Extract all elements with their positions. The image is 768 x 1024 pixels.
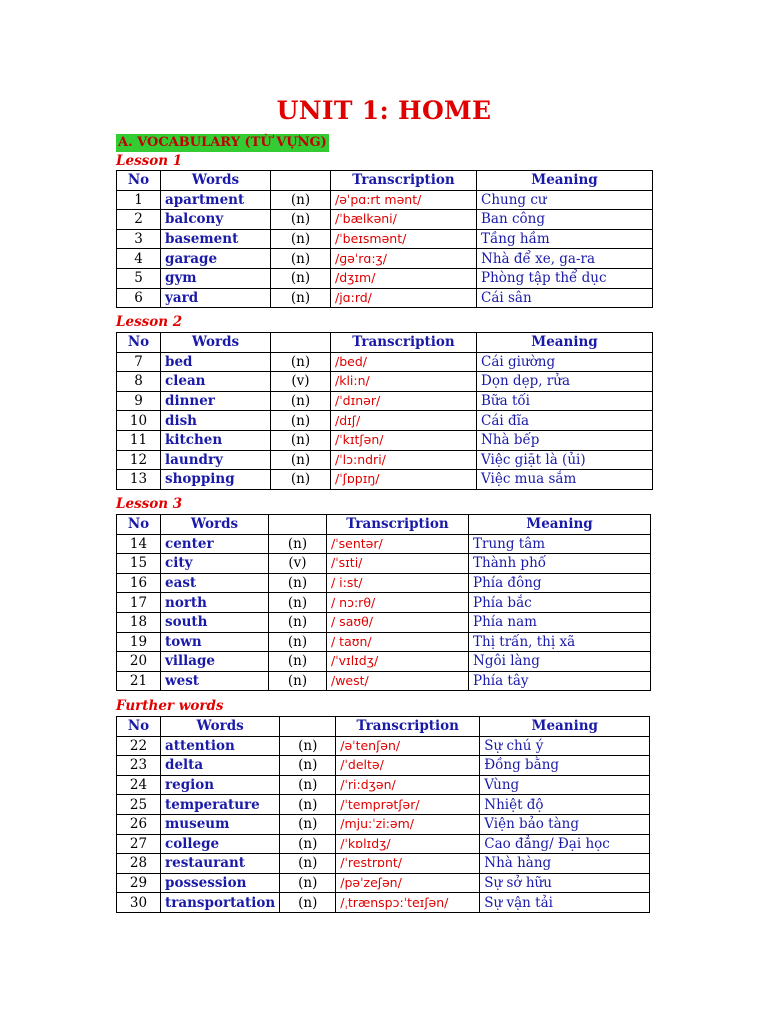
lesson-label: Lesson 1 — [116, 153, 183, 169]
lesson-label: Further words — [116, 698, 224, 714]
table-row — [117, 612, 651, 632]
vocab-table — [116, 170, 653, 308]
transcription-cell: /bed/ — [331, 352, 477, 372]
part-of-speech-cell: (v) — [269, 554, 327, 574]
meaning-cell: Phòng tập thể dục — [477, 268, 653, 288]
part-of-speech-cell: (n) — [280, 873, 336, 893]
table-row — [117, 190, 653, 210]
header-transcription: Transcription — [331, 333, 477, 353]
row-number: 29 — [117, 873, 161, 893]
part-of-speech-cell: (n) — [269, 534, 327, 554]
transcription-cell: /ˈdeltə/ — [336, 756, 480, 776]
table-row — [117, 834, 650, 854]
header-meaning: Meaning — [477, 333, 653, 353]
transcription-cell: /kli:n/ — [331, 372, 477, 392]
part-of-speech-cell: (n) — [271, 249, 331, 269]
part-of-speech-cell: (n) — [271, 450, 331, 470]
header-pos — [269, 515, 327, 535]
part-of-speech-cell: (n) — [271, 268, 331, 288]
row-number: 11 — [117, 430, 161, 450]
header-pos — [271, 333, 331, 353]
transcription-cell: / nɔ:rθ/ — [327, 593, 469, 613]
transcription-cell: /əˈtenʃən/ — [336, 736, 480, 756]
transcription-cell: / i:st/ — [327, 573, 469, 593]
table-header-row — [117, 171, 653, 191]
part-of-speech-cell: (n) — [269, 652, 327, 672]
transcription-cell: /ˈvɪlɪdʒ/ — [327, 652, 469, 672]
meaning-cell: Nhà hàng — [480, 854, 650, 874]
table-row — [117, 450, 653, 470]
word-cell: restaurant — [161, 854, 280, 874]
row-number: 12 — [117, 450, 161, 470]
word-cell: north — [161, 593, 269, 613]
table-row — [117, 652, 651, 672]
table-row — [117, 554, 651, 574]
row-number: 16 — [117, 573, 161, 593]
row-number: 2 — [117, 210, 161, 230]
row-number: 10 — [117, 411, 161, 431]
table-row — [117, 391, 653, 411]
part-of-speech-cell: (n) — [280, 893, 336, 913]
part-of-speech-cell: (n) — [271, 210, 331, 230]
word-cell: garage — [161, 249, 271, 269]
word-cell: dish — [161, 411, 271, 431]
part-of-speech-cell: (n) — [271, 470, 331, 490]
table-row — [117, 288, 653, 308]
meaning-cell: Vùng — [480, 775, 650, 795]
table-row — [117, 632, 651, 652]
table-header-row — [117, 717, 650, 737]
word-cell: balcony — [161, 210, 271, 230]
header-transcription: Transcription — [327, 515, 469, 535]
meaning-cell: Cái đĩa — [477, 411, 653, 431]
vocab-table — [116, 332, 653, 490]
row-number: 15 — [117, 554, 161, 574]
meaning-cell: Nhà bếp — [477, 430, 653, 450]
row-number: 7 — [117, 352, 161, 372]
row-number: 30 — [117, 893, 161, 913]
part-of-speech-cell: (n) — [280, 756, 336, 776]
transcription-cell: /jɑ:rd/ — [331, 288, 477, 308]
table-header-row — [117, 515, 651, 535]
transcription-cell: /əˈpɑ:rt mənt/ — [331, 190, 477, 210]
transcription-cell: /ˈrestrɒnt/ — [336, 854, 480, 874]
transcription-cell: /mju:ˈzi:əm/ — [336, 814, 480, 834]
header-no: No — [117, 333, 161, 353]
meaning-cell: Nhà để xe, ga-ra — [477, 249, 653, 269]
part-of-speech-cell: (n) — [271, 288, 331, 308]
transcription-cell: /ˈsɪti/ — [327, 554, 469, 574]
meaning-cell: Thành phố — [469, 554, 651, 574]
header-words: Words — [161, 717, 280, 737]
meaning-cell: Phía đông — [469, 573, 651, 593]
transcription-cell: /ˈbælkəni/ — [331, 210, 477, 230]
table-row — [117, 736, 650, 756]
header-meaning: Meaning — [469, 515, 651, 535]
header-pos — [271, 171, 331, 191]
word-cell: temperature — [161, 795, 280, 815]
vocab-table — [116, 716, 650, 913]
word-cell: laundry — [161, 450, 271, 470]
meaning-cell: Phía tây — [469, 671, 651, 691]
word-cell: west — [161, 671, 269, 691]
row-number: 8 — [117, 372, 161, 392]
row-number: 21 — [117, 671, 161, 691]
row-number: 18 — [117, 612, 161, 632]
transcription-cell: /ˈsentər/ — [327, 534, 469, 554]
word-cell: attention — [161, 736, 280, 756]
table-row — [117, 210, 653, 230]
meaning-cell: Sự sở hữu — [480, 873, 650, 893]
lesson-label: Lesson 2 — [116, 314, 183, 330]
header-words: Words — [161, 333, 271, 353]
word-cell: clean — [161, 372, 271, 392]
part-of-speech-cell: (n) — [269, 573, 327, 593]
part-of-speech-cell: (n) — [271, 352, 331, 372]
part-of-speech-cell: (v) — [271, 372, 331, 392]
part-of-speech-cell: (n) — [269, 632, 327, 652]
transcription-cell: /ˌtrænspɔ:ˈteɪʃən/ — [336, 893, 480, 913]
word-cell: town — [161, 632, 269, 652]
table-row — [117, 795, 650, 815]
lesson-label: Lesson 3 — [116, 496, 183, 512]
transcription-cell: /ˈlɔ:ndri/ — [331, 450, 477, 470]
table-row — [117, 372, 653, 392]
part-of-speech-cell: (n) — [271, 190, 331, 210]
transcription-cell: /ˈkɪtʃən/ — [331, 430, 477, 450]
table-row — [117, 593, 651, 613]
part-of-speech-cell: (n) — [269, 671, 327, 691]
row-number: 4 — [117, 249, 161, 269]
meaning-cell: Sự chú ý — [480, 736, 650, 756]
header-words: Words — [161, 515, 269, 535]
row-number: 25 — [117, 795, 161, 815]
transcription-cell: /ˈri:dʒən/ — [336, 775, 480, 795]
row-number: 6 — [117, 288, 161, 308]
row-number: 27 — [117, 834, 161, 854]
table-row — [117, 775, 650, 795]
table-row — [117, 268, 653, 288]
meaning-cell: Thị trấn, thị xã — [469, 632, 651, 652]
meaning-cell: Cái giường — [477, 352, 653, 372]
transcription-cell: /dɪʃ/ — [331, 411, 477, 431]
transcription-cell: /ˈbeɪsmənt/ — [331, 229, 477, 249]
table-row — [117, 249, 653, 269]
header-meaning: Meaning — [477, 171, 653, 191]
part-of-speech-cell: (n) — [280, 854, 336, 874]
meaning-cell: Phía nam — [469, 612, 651, 632]
word-cell: museum — [161, 814, 280, 834]
row-number: 13 — [117, 470, 161, 490]
part-of-speech-cell: (n) — [280, 736, 336, 756]
row-number: 9 — [117, 391, 161, 411]
part-of-speech-cell: (n) — [269, 593, 327, 613]
table-row — [117, 534, 651, 554]
transcription-cell: /pəˈzeʃən/ — [336, 873, 480, 893]
meaning-cell: Chung cư — [477, 190, 653, 210]
word-cell: center — [161, 534, 269, 554]
meaning-cell: Đồng bằng — [480, 756, 650, 776]
transcription-cell: /ɡəˈrɑ:ʒ/ — [331, 249, 477, 269]
transcription-cell: /ˈkɒlɪdʒ/ — [336, 834, 480, 854]
meaning-cell: Ngôi làng — [469, 652, 651, 672]
meaning-cell: Việc mua sắm — [477, 470, 653, 490]
part-of-speech-cell: (n) — [271, 229, 331, 249]
meaning-cell: Tầng hầm — [477, 229, 653, 249]
row-number: 26 — [117, 814, 161, 834]
meaning-cell: Sự vận tải — [480, 893, 650, 913]
row-number: 5 — [117, 268, 161, 288]
row-number: 28 — [117, 854, 161, 874]
word-cell: city — [161, 554, 269, 574]
header-no: No — [117, 515, 161, 535]
header-pos — [280, 717, 336, 737]
transcription-cell: /west/ — [327, 671, 469, 691]
row-number: 14 — [117, 534, 161, 554]
meaning-cell: Dọn dẹp, rửa — [477, 372, 653, 392]
row-number: 19 — [117, 632, 161, 652]
header-no: No — [117, 171, 161, 191]
word-cell: dinner — [161, 391, 271, 411]
meaning-cell: Ban công — [477, 210, 653, 230]
meaning-cell: Việc giặt là (ủi) — [477, 450, 653, 470]
section-heading: A. VOCABULARY (TỪ VỰNG) — [118, 135, 327, 150]
table-row — [117, 430, 653, 450]
word-cell: possession — [161, 873, 280, 893]
part-of-speech-cell: (n) — [280, 775, 336, 795]
header-transcription: Transcription — [331, 171, 477, 191]
table-row — [117, 573, 651, 593]
row-number: 1 — [117, 190, 161, 210]
word-cell: gym — [161, 268, 271, 288]
table-row — [117, 873, 650, 893]
row-number: 23 — [117, 756, 161, 776]
part-of-speech-cell: (n) — [271, 391, 331, 411]
table-row — [117, 671, 651, 691]
table-row — [117, 411, 653, 431]
row-number: 24 — [117, 775, 161, 795]
transcription-cell: /ˈdɪnər/ — [331, 391, 477, 411]
row-number: 20 — [117, 652, 161, 672]
row-number: 17 — [117, 593, 161, 613]
word-cell: region — [161, 775, 280, 795]
table-row — [117, 814, 650, 834]
table-row — [117, 470, 653, 490]
vocab-table — [116, 514, 651, 691]
meaning-cell: Bữa tối — [477, 391, 653, 411]
page-title: UNIT 1: HOME — [276, 96, 492, 125]
transcription-cell: /dʒɪm/ — [331, 268, 477, 288]
transcription-cell: / saʊθ/ — [327, 612, 469, 632]
word-cell: apartment — [161, 190, 271, 210]
header-meaning: Meaning — [480, 717, 650, 737]
meaning-cell: Viện bảo tàng — [480, 814, 650, 834]
transcription-cell: /ˈʃɒpɪŋ/ — [331, 470, 477, 490]
word-cell: delta — [161, 756, 280, 776]
word-cell: village — [161, 652, 269, 672]
part-of-speech-cell: (n) — [271, 411, 331, 431]
meaning-cell: Cái sân — [477, 288, 653, 308]
table-header-row — [117, 333, 653, 353]
part-of-speech-cell: (n) — [269, 612, 327, 632]
header-words: Words — [161, 171, 271, 191]
meaning-cell: Cao đẳng/ Đại học — [480, 834, 650, 854]
word-cell: yard — [161, 288, 271, 308]
word-cell: south — [161, 612, 269, 632]
part-of-speech-cell: (n) — [271, 430, 331, 450]
header-transcription: Transcription — [336, 717, 480, 737]
meaning-cell: Nhiệt độ — [480, 795, 650, 815]
word-cell: kitchen — [161, 430, 271, 450]
header-no: No — [117, 717, 161, 737]
part-of-speech-cell: (n) — [280, 834, 336, 854]
row-number: 3 — [117, 229, 161, 249]
word-cell: east — [161, 573, 269, 593]
row-number: 22 — [117, 736, 161, 756]
meaning-cell: Trung tâm — [469, 534, 651, 554]
word-cell: transportation — [161, 893, 280, 913]
table-row — [117, 893, 650, 913]
part-of-speech-cell: (n) — [280, 795, 336, 815]
word-cell: shopping — [161, 470, 271, 490]
table-row — [117, 854, 650, 874]
table-row — [117, 352, 653, 372]
part-of-speech-cell: (n) — [280, 814, 336, 834]
word-cell: bed — [161, 352, 271, 372]
meaning-cell: Phía bắc — [469, 593, 651, 613]
table-row — [117, 229, 653, 249]
transcription-cell: /ˈtemprətʃər/ — [336, 795, 480, 815]
transcription-cell: / taʊn/ — [327, 632, 469, 652]
word-cell: basement — [161, 229, 271, 249]
table-row — [117, 756, 650, 776]
word-cell: college — [161, 834, 280, 854]
